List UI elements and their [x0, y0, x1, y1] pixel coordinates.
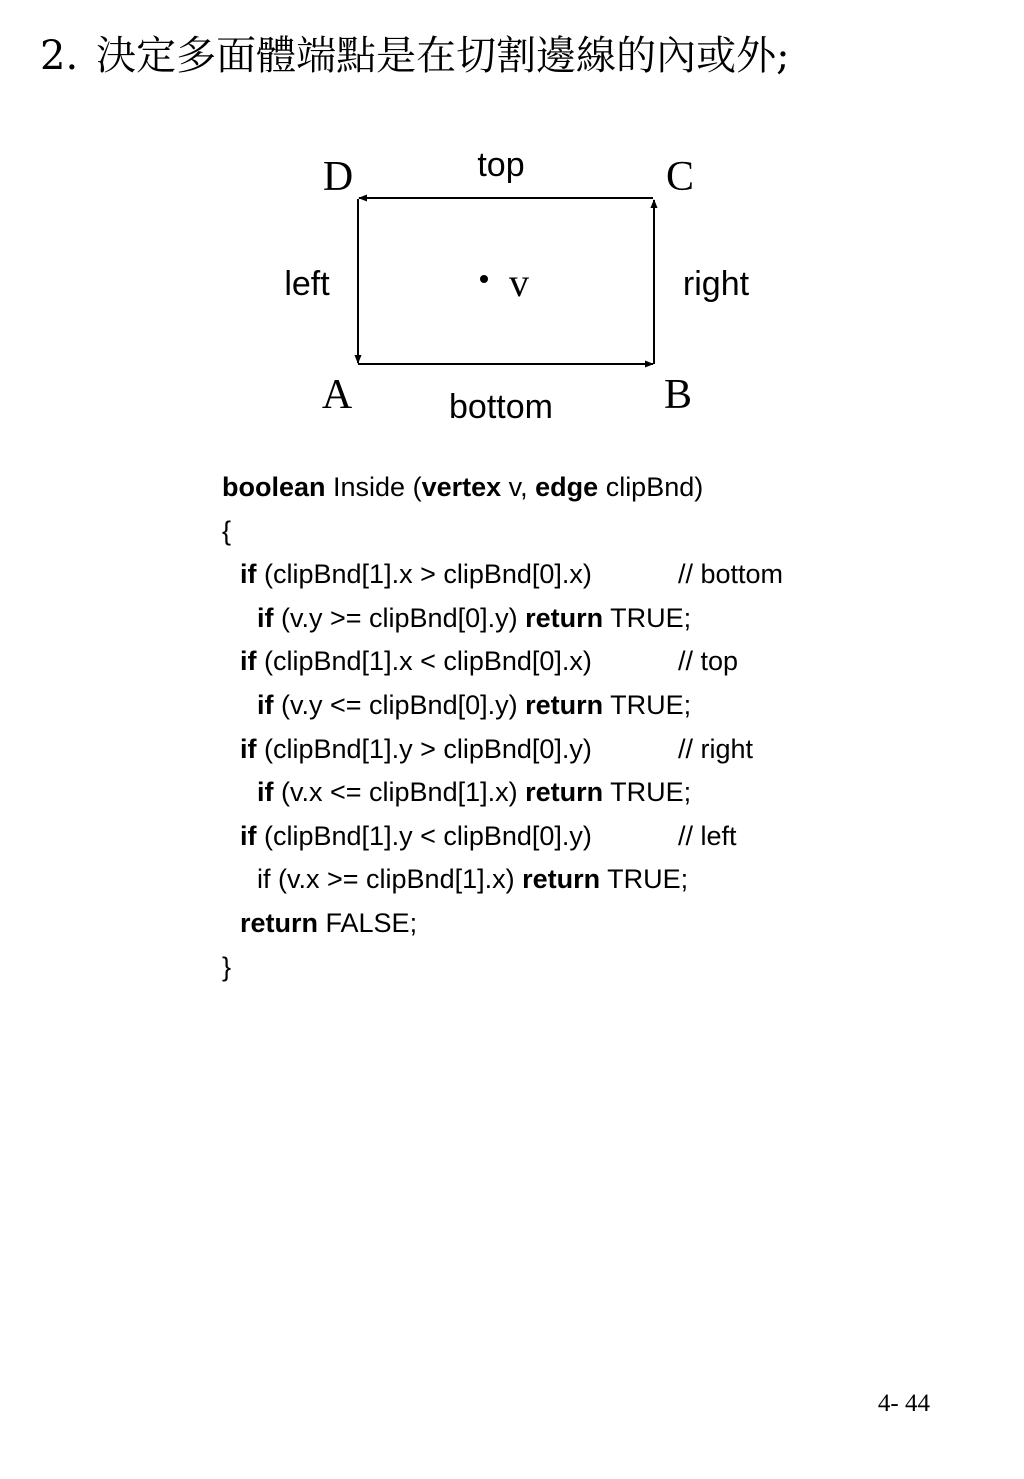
label-top: top	[477, 146, 525, 184]
label-left: left	[284, 265, 330, 303]
code-line: if (v.y <= clipBnd[0].y) return TRUE;	[257, 689, 692, 720]
section-title: 決定多面體端點是在切割邊線的內或外;	[96, 33, 790, 79]
code-line: if (v.x >= clipBnd[1].x) return TRUE;	[257, 864, 689, 895]
corner-c: C	[665, 154, 695, 200]
page-number: 4- 44	[877, 1390, 930, 1417]
code-comment: // bottom	[678, 559, 784, 590]
label-right: right	[682, 265, 750, 303]
corner-a: A	[321, 372, 353, 418]
clip-rectangle-diagram	[0, 0, 1024, 440]
code-line: if (clipBnd[1].x > clipBnd[0].x) // bottom	[222, 553, 783, 597]
code-comment: // right	[678, 733, 754, 764]
vertex-label: v	[509, 260, 529, 305]
vertex-point	[480, 275, 488, 283]
code-comment: // top	[678, 646, 739, 677]
corner-b: B	[663, 372, 693, 418]
code-comment: // left	[678, 820, 737, 851]
label-bottom: bottom	[449, 388, 553, 426]
code-block	[222, 466, 783, 989]
code-line: if (clipBnd[1].y > clipBnd[0].y) // right	[222, 728, 783, 772]
corner-d: D	[322, 154, 354, 200]
code-line: if (v.y >= clipBnd[0].y) return TRUE;	[257, 602, 692, 633]
code-close-brace: }	[222, 951, 232, 982]
code-line: if (v.x <= clipBnd[1].x) return TRUE;	[257, 777, 692, 808]
code-line: if (clipBnd[1].x < clipBnd[0].x) // top	[222, 640, 783, 684]
code-line: return FALSE;	[240, 907, 418, 938]
code-signature: boolean Inside ( vertex v, edge clipBnd)	[222, 472, 704, 502]
code-open-brace: {	[222, 515, 232, 546]
section-number: 2.	[40, 33, 79, 79]
code-line: if (clipBnd[1].y < clipBnd[0].y) // left	[222, 815, 783, 859]
